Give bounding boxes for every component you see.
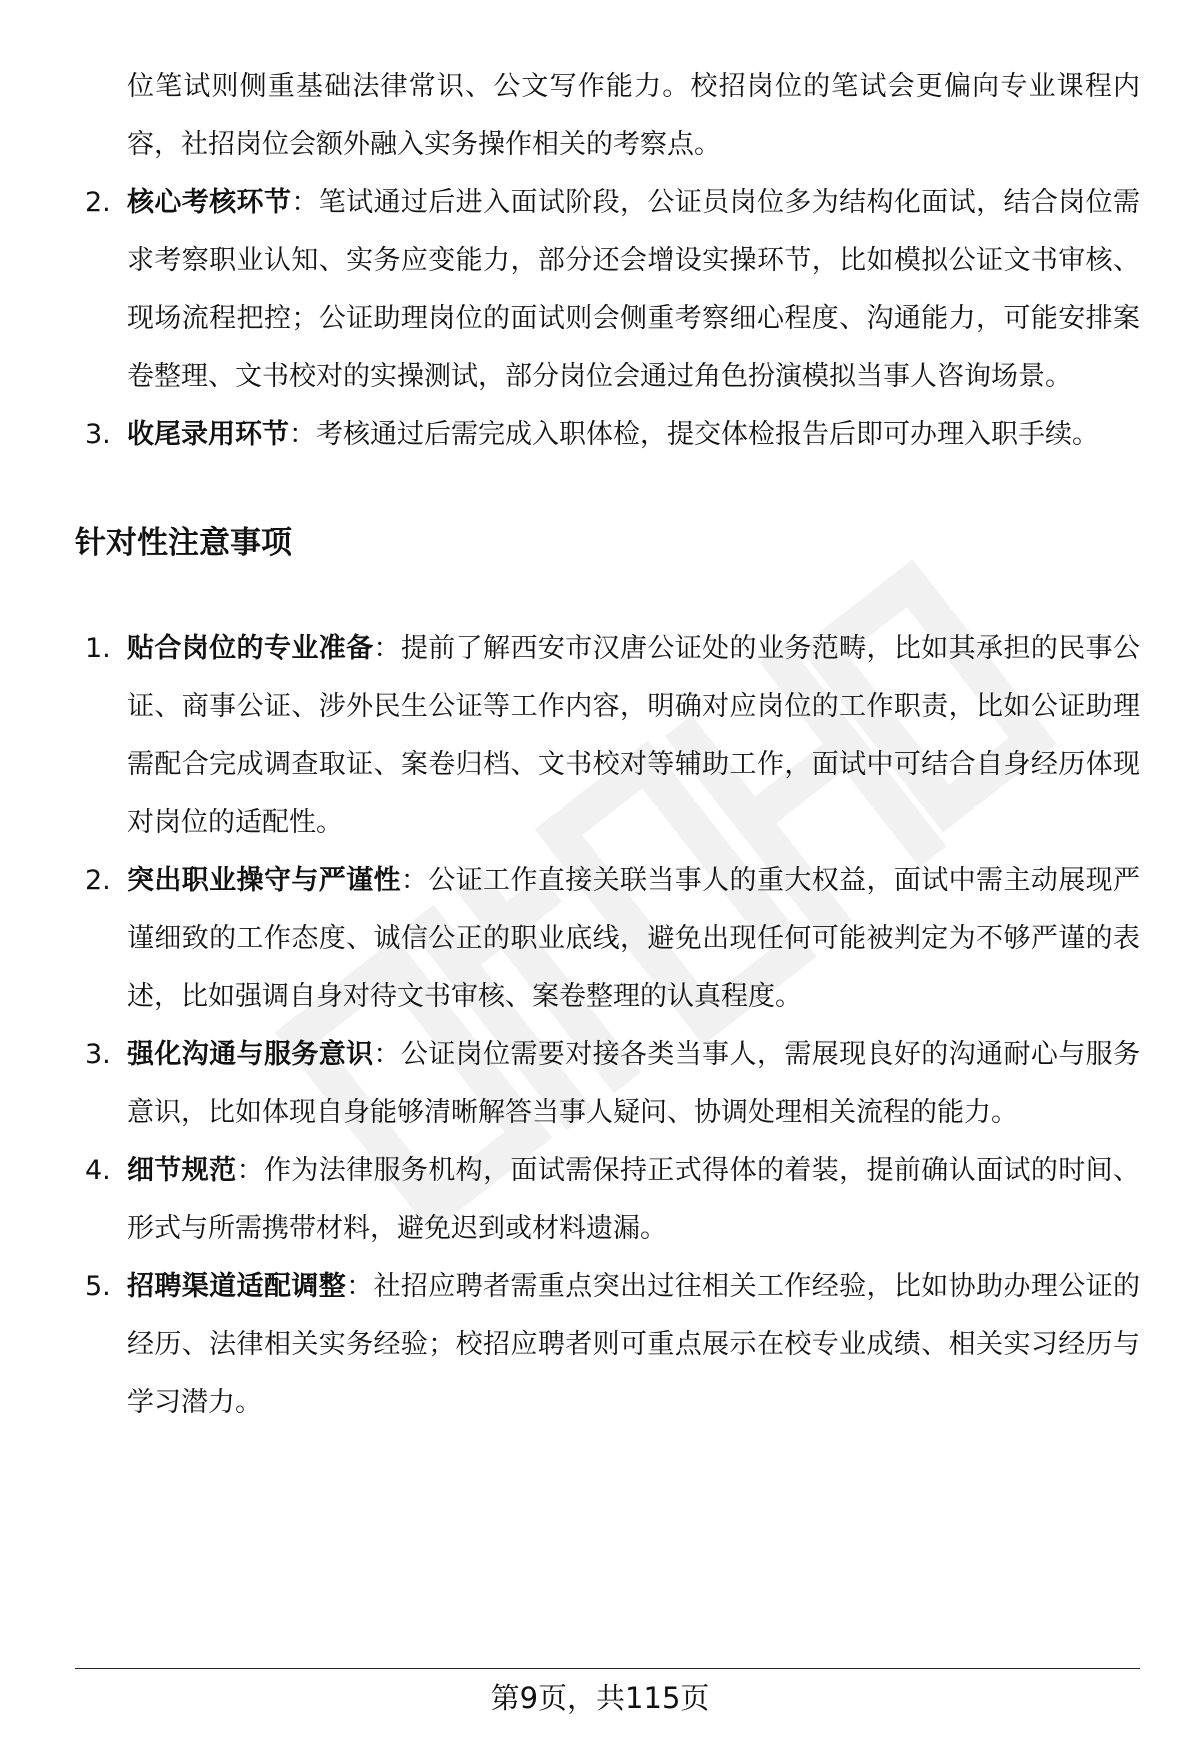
continuation-paragraph: 位笔试则侧重基础法律常识、公文写作能力。校招岗位的笔试会更偏向专业课程内容，社招岗位会额外融入实务操作相关的考察点。 (127, 71, 1140, 160)
list-number: 1. (85, 633, 111, 664)
list-number: 3. (85, 419, 111, 450)
item-text: 提前了解西安市汉唐公证处的业务范畴，比如其承担的民事公证、商事公证、涉外民生公证等工作内容，明确对应岗位的工作职责，比如公证助理需配合完成调查取证、案卷归档、文书校对等辅助工作，面试中可结合自身经历体现对岗位的适配性。 (127, 633, 1141, 838)
item-title: 核心考核环节 (127, 187, 292, 218)
item-title: 收尾录用环节 (127, 419, 289, 450)
process-list (75, 174, 1140, 464)
list-item (75, 852, 1140, 1026)
list-number: 5. (85, 1271, 111, 1302)
content-area (75, 58, 1140, 1432)
list-number: 3. (85, 1039, 111, 1070)
item-separator: ： (291, 187, 319, 218)
section-heading: 针对性注意事项 (75, 525, 292, 561)
list-number: 2. (85, 865, 111, 896)
list-item (75, 406, 1140, 464)
list-item (75, 174, 1140, 406)
list-item (75, 1026, 1140, 1142)
item-text: 公证工作直接关联当事人的重大权益，面试中需主动展现严谨细致的工作态度、诚信公正的职业底线，避免出现任何可能被判定为不够严谨的表述，比如强调自身对待文书审核、案卷整理的认真程度。 (127, 865, 1141, 1012)
notes-list (75, 620, 1140, 1432)
item-separator: ： (373, 1039, 401, 1070)
item-separator: ： (346, 1271, 374, 1302)
item-separator: ： (236, 1155, 264, 1186)
item-title: 贴合岗位的专业准备 (127, 633, 374, 664)
footer-divider (75, 1668, 1140, 1669)
item-text: 社招应聘者需重点突出过往相关工作经验，比如协助办理公证的经历、法律相关实务经验；校招应聘者则可重点展示在校专业成绩、相关实习经历与学习潜力。 (127, 1271, 1141, 1418)
list-number: 2. (85, 187, 111, 218)
item-title: 细节规范 (127, 1155, 237, 1186)
page-number: 第9页，共115页 (490, 1681, 710, 1715)
item-text: 笔试通过后进入面试阶段，公证员岗位多为结构化面试，结合岗位需求考察职业认知、实务应变能力，部分还会增设实操环节，比如模拟公证文书审核、现场流程把控；公证助理岗位的面试则会侧重考察细心程度、沟通能力，可能安排案卷整理、文书校对的实操测试，部分岗位会通过角色扮演模拟当事人咨询场景。 (127, 187, 1141, 392)
item-separator: ： (289, 419, 316, 450)
item-title: 强化沟通与服务意识 (127, 1039, 374, 1070)
item-title: 突出职业操守与严谨性 (127, 865, 401, 896)
item-text: 考核通过后需完成入职体检，提交体检报告后即可办理入职手续。 (316, 419, 1099, 450)
item-text: 公证岗位需要对接各类当事人，需展现良好的沟通耐心与服务意识，比如体现自身能够清晰解答当事人疑问、协调处理相关流程的能力。 (127, 1039, 1141, 1128)
list-item (75, 620, 1140, 852)
list-item (75, 1258, 1140, 1432)
list-item (75, 1142, 1140, 1258)
item-separator: ： (400, 865, 429, 896)
item-text: 作为法律服务机构，面试需保持正式得体的着装，提前确认面试的时间、形式与所需携带材料，避免迟到或材料遗漏。 (127, 1155, 1141, 1244)
item-title: 招聘渠道适配调整 (127, 1271, 347, 1302)
item-separator: ： (373, 633, 401, 664)
list-number: 4. (85, 1155, 111, 1186)
